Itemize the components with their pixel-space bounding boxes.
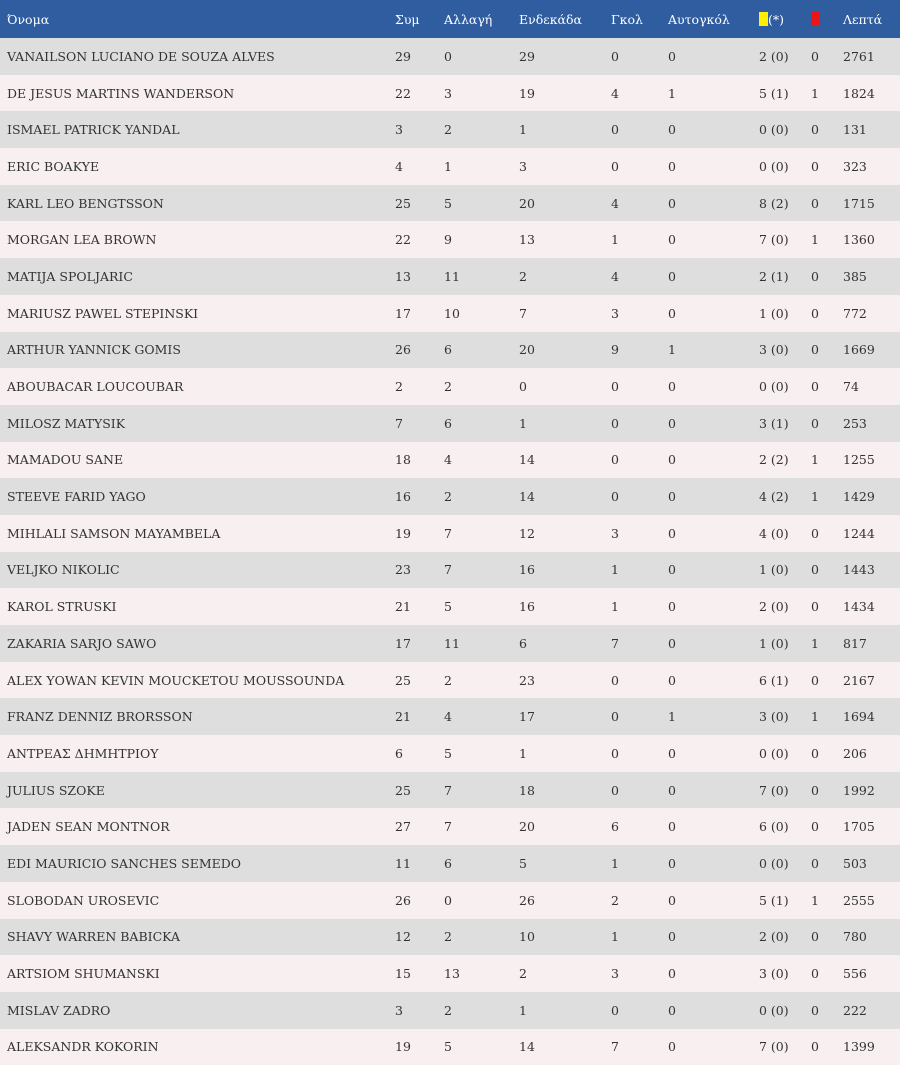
cell-minutes: 323 — [843, 158, 867, 174]
cell-yellow: 7 (0) — [759, 232, 789, 248]
cell-own-goals: 0 — [668, 525, 676, 541]
cell-starts: 20 — [519, 195, 535, 211]
cell-name[interactable]: JULIUS SZOKE — [7, 782, 105, 798]
header-yellow-suffix: (*) — [768, 11, 785, 27]
cell-goals: 0 — [611, 48, 619, 64]
cell-goals: 0 — [611, 672, 619, 688]
cell-minutes: 1715 — [843, 195, 875, 211]
cell-name[interactable]: SLOBODAN UROSEVIC — [7, 892, 160, 908]
cell-name[interactable]: MIHLALI SAMSON MAYAMBELA — [7, 525, 221, 541]
cell-yellow: 7 (0) — [759, 782, 789, 798]
cell-sub: 2 — [444, 929, 452, 945]
cell-name[interactable]: ALEX YOWAN KEVIN MOUCKETOU MOUSSOUNDA — [7, 672, 345, 688]
table-row — [0, 735, 900, 772]
cell-goals: 2 — [611, 892, 619, 908]
table-row — [0, 75, 900, 112]
cell-red: 0 — [811, 782, 819, 798]
cell-red: 0 — [811, 158, 819, 174]
cell-apps: 19 — [395, 525, 411, 541]
cell-sub: 5 — [444, 745, 452, 761]
cell-apps: 7 — [395, 415, 403, 431]
cell-name[interactable]: MILOSZ MATYSIK — [7, 415, 126, 431]
cell-minutes: 2167 — [843, 672, 875, 688]
cell-red: 0 — [811, 305, 819, 321]
table-row — [0, 552, 900, 589]
cell-goals: 0 — [611, 379, 619, 395]
cell-red: 1 — [811, 452, 819, 468]
cell-yellow: 4 (0) — [759, 525, 789, 541]
table-row — [0, 405, 900, 442]
table-row — [0, 368, 900, 405]
table-row — [0, 442, 900, 479]
cell-starts: 2 — [519, 966, 527, 982]
cell-name[interactable]: EDI MAURICIO SANCHES SEMEDO — [7, 855, 242, 871]
header-goals[interactable]: Γκολ — [611, 11, 643, 27]
cell-own-goals: 1 — [668, 342, 676, 358]
cell-sub: 6 — [444, 415, 452, 431]
cell-own-goals: 0 — [668, 489, 676, 505]
cell-yellow: 3 (0) — [759, 342, 789, 358]
cell-yellow: 1 (0) — [759, 635, 789, 651]
cell-apps: 18 — [395, 452, 411, 468]
table-row — [0, 588, 900, 625]
cell-own-goals: 0 — [668, 892, 676, 908]
cell-sub: 11 — [444, 268, 460, 284]
cell-starts: 14 — [519, 452, 535, 468]
cell-apps: 23 — [395, 562, 411, 578]
cell-sub: 11 — [444, 635, 460, 651]
cell-yellow: 0 (0) — [759, 745, 789, 761]
cell-minutes: 253 — [843, 415, 867, 431]
cell-minutes: 1399 — [843, 1039, 875, 1055]
cell-starts: 17 — [519, 709, 535, 725]
cell-own-goals: 1 — [668, 709, 676, 725]
cell-own-goals: 0 — [668, 635, 676, 651]
cell-starts: 1 — [519, 1002, 527, 1018]
cell-goals: 3 — [611, 525, 619, 541]
cell-yellow: 3 (0) — [759, 966, 789, 982]
table-row — [0, 992, 900, 1029]
table-header-row — [0, 0, 900, 38]
cell-red: 0 — [811, 819, 819, 835]
cell-name[interactable]: SHAVY WARREN BABICKA — [7, 929, 180, 945]
table-row — [0, 1029, 900, 1065]
cell-goals: 1 — [611, 562, 619, 578]
cell-goals: 0 — [611, 782, 619, 798]
cell-starts: 19 — [519, 85, 535, 101]
cell-minutes: 503 — [843, 855, 867, 871]
cell-apps: 27 — [395, 819, 411, 835]
cell-apps: 21 — [395, 709, 411, 725]
cell-apps: 17 — [395, 635, 411, 651]
cell-goals: 1 — [611, 855, 619, 871]
cell-apps: 26 — [395, 892, 411, 908]
table-row — [0, 845, 900, 882]
cell-apps: 13 — [395, 268, 411, 284]
cell-sub: 10 — [444, 305, 460, 321]
cell-own-goals: 1 — [668, 85, 676, 101]
cell-starts: 12 — [519, 525, 535, 541]
cell-yellow: 6 (1) — [759, 672, 789, 688]
cell-yellow: 3 (1) — [759, 415, 789, 431]
cell-apps: 3 — [395, 1002, 403, 1018]
cell-apps: 4 — [395, 158, 403, 174]
cell-sub: 0 — [444, 892, 452, 908]
cell-red: 0 — [811, 342, 819, 358]
cell-red: 0 — [811, 929, 819, 945]
cell-minutes: 385 — [843, 268, 867, 284]
cell-red: 0 — [811, 966, 819, 982]
header-starts[interactable]: Ενδεκάδα — [519, 11, 582, 27]
cell-minutes: 1705 — [843, 819, 875, 835]
cell-minutes: 2555 — [843, 892, 875, 908]
cell-goals: 0 — [611, 489, 619, 505]
cell-minutes: 1694 — [843, 709, 875, 725]
cell-apps: 26 — [395, 342, 411, 358]
cell-sub: 5 — [444, 599, 452, 615]
cell-own-goals: 0 — [668, 452, 676, 468]
cell-own-goals: 0 — [668, 562, 676, 578]
cell-own-goals: 0 — [668, 1002, 676, 1018]
cell-yellow: 4 (2) — [759, 489, 789, 505]
cell-starts: 1 — [519, 745, 527, 761]
cell-goals: 0 — [611, 1002, 619, 1018]
cell-sub: 13 — [444, 966, 460, 982]
cell-name[interactable]: MAMADOU SANE — [7, 452, 124, 468]
cell-apps: 25 — [395, 195, 411, 211]
cell-yellow: 0 (0) — [759, 855, 789, 871]
cell-red: 0 — [811, 48, 819, 64]
cell-minutes: 1244 — [843, 525, 875, 541]
cell-yellow: 1 (0) — [759, 305, 789, 321]
cell-red: 0 — [811, 599, 819, 615]
cell-yellow: 0 (0) — [759, 1002, 789, 1018]
cell-red: 1 — [811, 892, 819, 908]
cell-sub: 6 — [444, 342, 452, 358]
cell-name[interactable]: FRANZ DENNIZ BRORSSON — [7, 709, 193, 725]
cell-goals: 0 — [611, 709, 619, 725]
cell-sub: 9 — [444, 232, 452, 248]
cell-starts: 20 — [519, 819, 535, 835]
cell-goals: 4 — [611, 195, 619, 211]
cell-red: 0 — [811, 122, 819, 138]
cell-own-goals: 0 — [668, 379, 676, 395]
cell-name[interactable]: VELJKO NIKOLIC — [7, 562, 120, 578]
cell-minutes: 1360 — [843, 232, 875, 248]
cell-name[interactable]: ABOUBACAR LOUCOUBAR — [7, 379, 184, 395]
cell-goals: 4 — [611, 268, 619, 284]
table-row — [0, 808, 900, 845]
cell-red: 0 — [811, 195, 819, 211]
cell-goals: 3 — [611, 305, 619, 321]
cell-apps: 16 — [395, 489, 411, 505]
cell-minutes: 74 — [843, 379, 859, 395]
cell-yellow: 1 (0) — [759, 562, 789, 578]
cell-starts: 16 — [519, 562, 535, 578]
cell-starts: 23 — [519, 672, 535, 688]
cell-yellow: 0 (0) — [759, 158, 789, 174]
cell-name[interactable]: ERIC BOAKYE — [7, 158, 100, 174]
table-row — [0, 625, 900, 662]
cell-apps: 6 — [395, 745, 403, 761]
cell-minutes: 1429 — [843, 489, 875, 505]
cell-sub: 2 — [444, 379, 452, 395]
cell-sub: 6 — [444, 855, 452, 871]
cell-sub: 2 — [444, 1002, 452, 1018]
cell-starts: 7 — [519, 305, 527, 321]
cell-starts: 6 — [519, 635, 527, 651]
cell-starts: 16 — [519, 599, 535, 615]
cell-name[interactable]: MISLAV ZADRO — [7, 1002, 111, 1018]
cell-name[interactable]: ARTHUR YANNICK GOMIS — [7, 342, 181, 358]
cell-starts: 1 — [519, 415, 527, 431]
cell-apps: 25 — [395, 782, 411, 798]
cell-own-goals: 0 — [668, 782, 676, 798]
cell-name[interactable]: KAROL STRUSKI — [7, 599, 117, 615]
cell-own-goals: 0 — [668, 855, 676, 871]
cell-apps: 3 — [395, 122, 403, 138]
table-row — [0, 882, 900, 919]
cell-own-goals: 0 — [668, 158, 676, 174]
cell-red: 1 — [811, 489, 819, 505]
cell-minutes: 1669 — [843, 342, 875, 358]
cell-red: 0 — [811, 672, 819, 688]
cell-yellow: 8 (2) — [759, 195, 789, 211]
cell-starts: 29 — [519, 48, 535, 64]
cell-minutes: 556 — [843, 966, 867, 982]
cell-red: 1 — [811, 709, 819, 725]
table-row — [0, 955, 900, 992]
table-row — [0, 258, 900, 295]
yellow-card-icon — [759, 12, 768, 26]
cell-own-goals: 0 — [668, 929, 676, 945]
cell-own-goals: 0 — [668, 122, 676, 138]
cell-name[interactable]: MATIJA SPOLJARIC — [7, 268, 133, 284]
cell-yellow: 2 (1) — [759, 268, 789, 284]
cell-yellow: 0 (0) — [759, 122, 789, 138]
cell-sub: 4 — [444, 452, 452, 468]
cell-own-goals: 0 — [668, 268, 676, 284]
table-row — [0, 38, 900, 75]
header-name[interactable]: Όνομα — [7, 11, 50, 27]
cell-starts: 26 — [519, 892, 535, 908]
table-row — [0, 919, 900, 956]
cell-minutes: 1992 — [843, 782, 875, 798]
cell-starts: 20 — [519, 342, 535, 358]
cell-name[interactable]: MORGAN LEA BROWN — [7, 232, 157, 248]
cell-apps: 15 — [395, 966, 411, 982]
cell-sub: 2 — [444, 489, 452, 505]
cell-goals: 6 — [611, 819, 619, 835]
cell-goals: 1 — [611, 929, 619, 945]
cell-minutes: 1443 — [843, 562, 875, 578]
cell-own-goals: 0 — [668, 415, 676, 431]
cell-starts: 3 — [519, 158, 527, 174]
cell-name[interactable]: ΑΝΤΡΕΑΣ ΔΗΜΗΤΡΙΟΥ — [7, 745, 159, 761]
header-red-cards[interactable] — [811, 0, 843, 38]
cell-name[interactable]: ALEKSANDR KOKORIN — [7, 1039, 159, 1055]
cell-apps: 29 — [395, 48, 411, 64]
cell-sub: 2 — [444, 122, 452, 138]
cell-own-goals: 0 — [668, 195, 676, 211]
cell-own-goals: 0 — [668, 305, 676, 321]
cell-red: 1 — [811, 635, 819, 651]
cell-yellow: 2 (2) — [759, 452, 789, 468]
cell-red: 0 — [811, 1002, 819, 1018]
cell-apps: 17 — [395, 305, 411, 321]
header-sub[interactable]: Αλλαγή — [444, 11, 493, 27]
cell-starts: 2 — [519, 268, 527, 284]
cell-goals: 3 — [611, 966, 619, 982]
cell-own-goals: 0 — [668, 672, 676, 688]
table-row — [0, 148, 900, 185]
cell-goals: 4 — [611, 85, 619, 101]
cell-goals: 1 — [611, 232, 619, 248]
cell-goals: 7 — [611, 1039, 619, 1055]
cell-minutes: 1824 — [843, 85, 875, 101]
cell-red: 1 — [811, 232, 819, 248]
cell-yellow: 0 (0) — [759, 379, 789, 395]
cell-own-goals: 0 — [668, 599, 676, 615]
cell-minutes: 2761 — [843, 48, 875, 64]
cell-name[interactable]: JADEN SEAN MONTNOR — [7, 819, 170, 835]
table-row — [0, 662, 900, 699]
cell-goals: 0 — [611, 452, 619, 468]
cell-name[interactable]: VANAILSON LUCIANO DE SOUZA ALVES — [7, 48, 275, 64]
cell-yellow: 2 (0) — [759, 48, 789, 64]
cell-red: 0 — [811, 379, 819, 395]
cell-sub: 7 — [444, 819, 452, 835]
cell-red: 0 — [811, 1039, 819, 1055]
cell-red: 0 — [811, 855, 819, 871]
table-row — [0, 698, 900, 735]
cell-sub: 7 — [444, 562, 452, 578]
cell-apps: 12 — [395, 929, 411, 945]
cell-own-goals: 0 — [668, 966, 676, 982]
cell-sub: 0 — [444, 48, 452, 64]
header-apps[interactable]: Συμ — [395, 11, 420, 27]
cell-goals: 9 — [611, 342, 619, 358]
cell-goals: 1 — [611, 599, 619, 615]
cell-minutes: 206 — [843, 745, 867, 761]
cell-red: 1 — [811, 85, 819, 101]
cell-name[interactable]: ISMAEL PATRICK YANDAL — [7, 122, 180, 138]
table-row — [0, 515, 900, 552]
table-row — [0, 295, 900, 332]
cell-sub: 4 — [444, 709, 452, 725]
cell-yellow: 6 (0) — [759, 819, 789, 835]
red-card-icon — [811, 12, 820, 26]
cell-apps: 22 — [395, 85, 411, 101]
cell-starts: 1 — [519, 122, 527, 138]
header-own-goals[interactable]: Αυτογκόλ — [668, 11, 730, 27]
cell-goals: 0 — [611, 158, 619, 174]
cell-goals: 0 — [611, 122, 619, 138]
cell-starts: 10 — [519, 929, 535, 945]
cell-minutes: 1434 — [843, 599, 875, 615]
cell-red: 0 — [811, 268, 819, 284]
cell-minutes: 1255 — [843, 452, 875, 468]
table-row — [0, 478, 900, 515]
cell-yellow: 2 (0) — [759, 929, 789, 945]
cell-name[interactable]: ARTSIOM SHUMANSKI — [7, 966, 160, 982]
cell-goals: 0 — [611, 415, 619, 431]
cell-red: 0 — [811, 745, 819, 761]
cell-apps: 22 — [395, 232, 411, 248]
cell-own-goals: 0 — [668, 232, 676, 248]
cell-starts: 14 — [519, 489, 535, 505]
cell-starts: 5 — [519, 855, 527, 871]
cell-yellow: 2 (0) — [759, 599, 789, 615]
cell-sub: 5 — [444, 195, 452, 211]
cell-starts: 13 — [519, 232, 535, 248]
cell-sub: 7 — [444, 525, 452, 541]
cell-name[interactable]: DE JESUS MARTINS WANDERSON — [7, 85, 235, 101]
cell-red: 0 — [811, 562, 819, 578]
cell-apps: 19 — [395, 1039, 411, 1055]
cell-goals: 0 — [611, 745, 619, 761]
cell-starts: 0 — [519, 379, 527, 395]
table-row — [0, 332, 900, 369]
cell-yellow: 5 (1) — [759, 892, 789, 908]
table-row — [0, 772, 900, 809]
cell-minutes: 222 — [843, 1002, 867, 1018]
cell-apps: 25 — [395, 672, 411, 688]
cell-own-goals: 0 — [668, 1039, 676, 1055]
cell-name[interactable]: MARIUSZ PAWEL STEPINSKI — [7, 305, 199, 321]
cell-minutes: 772 — [843, 305, 867, 321]
cell-name[interactable]: KARL LEO BENGTSSON — [7, 195, 164, 211]
header-yellow-cards[interactable] — [759, 0, 811, 38]
cell-yellow: 7 (0) — [759, 1039, 789, 1055]
cell-name[interactable]: STEEVE FARID YAGO — [7, 489, 146, 505]
cell-own-goals: 0 — [668, 48, 676, 64]
cell-yellow: 3 (0) — [759, 709, 789, 725]
cell-sub: 1 — [444, 158, 452, 174]
cell-sub: 5 — [444, 1039, 452, 1055]
table-row — [0, 185, 900, 222]
cell-sub: 3 — [444, 85, 452, 101]
cell-yellow: 5 (1) — [759, 85, 789, 101]
table-body — [0, 38, 900, 1065]
cell-minutes: 131 — [843, 122, 867, 138]
cell-sub: 7 — [444, 782, 452, 798]
cell-own-goals: 0 — [668, 745, 676, 761]
cell-goals: 7 — [611, 635, 619, 651]
cell-starts: 14 — [519, 1039, 535, 1055]
cell-minutes: 817 — [843, 635, 867, 651]
header-minutes[interactable]: Λεπτά — [843, 11, 883, 27]
table-row — [0, 221, 900, 258]
cell-apps: 2 — [395, 379, 403, 395]
cell-sub: 2 — [444, 672, 452, 688]
table-row — [0, 111, 900, 148]
cell-starts: 18 — [519, 782, 535, 798]
cell-red: 0 — [811, 415, 819, 431]
cell-red: 0 — [811, 525, 819, 541]
cell-apps: 21 — [395, 599, 411, 615]
cell-name[interactable]: ZAKARIA SARJO SAWO — [7, 635, 157, 651]
cell-own-goals: 0 — [668, 819, 676, 835]
cell-apps: 11 — [395, 855, 411, 871]
cell-minutes: 780 — [843, 929, 867, 945]
